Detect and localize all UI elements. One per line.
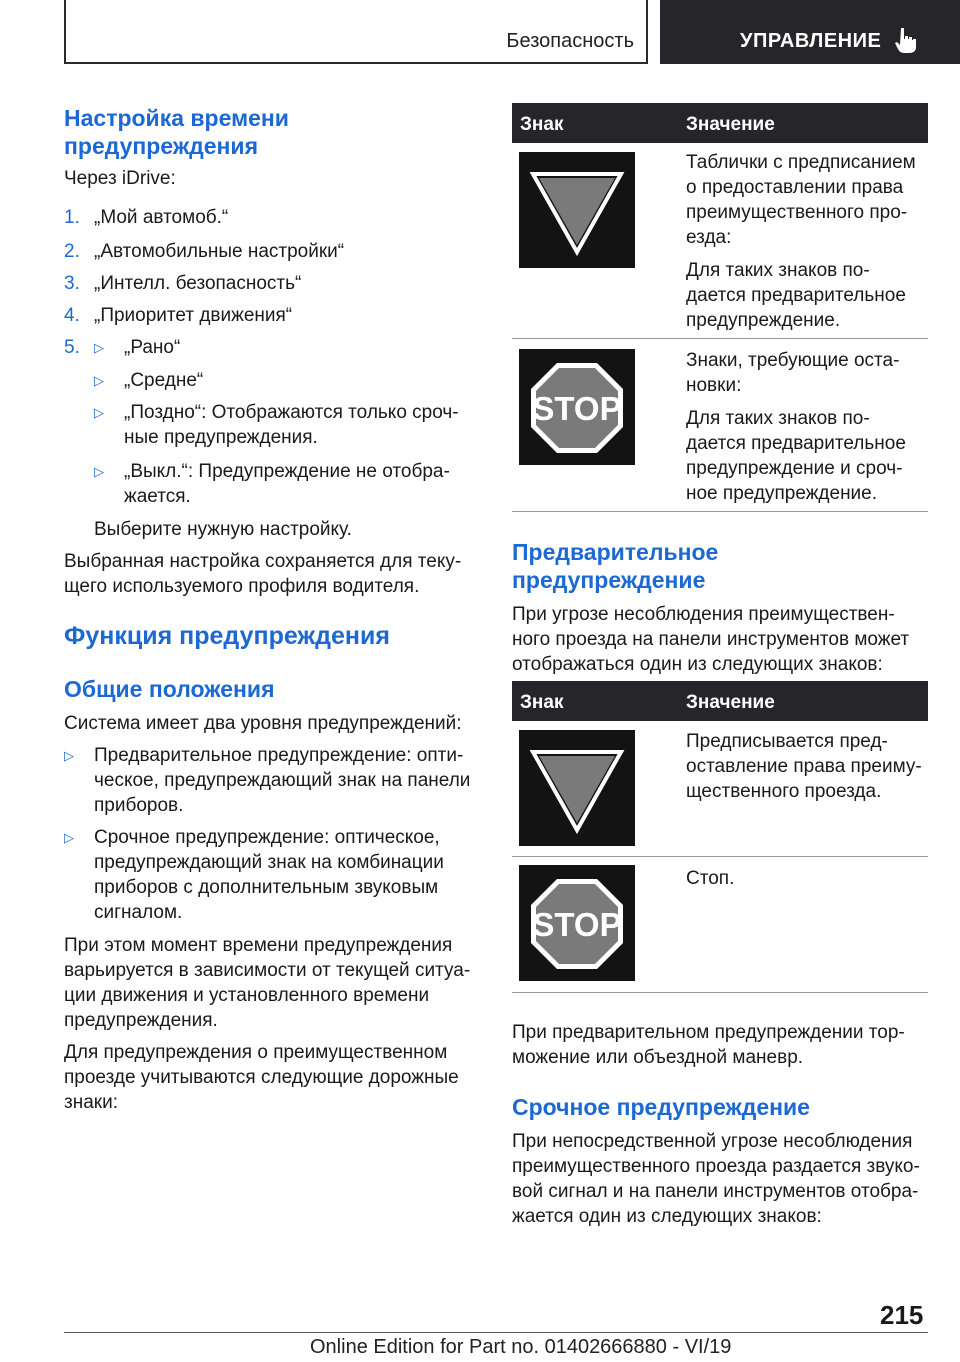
select-instruction: Выберите нужную настройку.	[94, 519, 352, 540]
heading-function: Функция предупреждения	[64, 622, 390, 650]
level-line: Срочное предупреждение: оптическое,	[94, 827, 440, 848]
paragraph-line: При предварительном предупреждении тор-	[512, 1022, 905, 1043]
heading-pre-warning	[512, 538, 718, 594]
triangle-bullet-icon: ▷	[64, 748, 74, 763]
stop-sign-icon	[519, 349, 635, 465]
meaning-line: преимущественного про-	[686, 202, 908, 223]
triangle-bullet-icon: ▷	[94, 373, 104, 388]
level-line: предупреждающий знак на комбинации	[94, 852, 444, 873]
table2-row-divider	[512, 992, 928, 993]
table2-row-divider	[512, 856, 928, 857]
level-line: приборов.	[94, 795, 184, 816]
meaning-line: Для таких знаков по-	[686, 408, 870, 429]
meaning-line: щественного проезда.	[686, 781, 882, 802]
meaning-line: дается предварительное	[686, 285, 906, 306]
step-text: „Интелл. безопасность“	[94, 273, 302, 294]
paragraph-line: ного проезда на панели инструментов может	[512, 629, 910, 650]
option-text: „Поздно“: Отображаются только сроч-	[124, 402, 459, 423]
triangle-bullet-icon: ▷	[64, 830, 74, 845]
yield-sign-icon	[519, 730, 635, 846]
table2-row2-meaning	[686, 866, 734, 891]
paragraph-line: предупреждения.	[64, 1010, 218, 1031]
table2-row1-meaning	[686, 729, 922, 804]
option-text: „Средне“	[124, 370, 204, 391]
header-chapter-title: УПРАВЛЕНИЕ	[740, 30, 882, 52]
step-number: 5.	[64, 337, 80, 358]
meaning-line: дается предварительное	[686, 433, 906, 454]
paragraph-line: Для предупреждения о преимущественном	[64, 1042, 448, 1063]
paragraph-line: При угрозе несоблюдения преимуществен-	[512, 604, 895, 625]
triangle-bullet-icon: ▷	[94, 464, 104, 479]
paragraph-line: преимущественного проезда раздается звуко-	[512, 1156, 920, 1177]
meaning-line: о предоставлении права	[686, 177, 904, 198]
triangle-bullet-icon: ▷	[94, 340, 104, 355]
paragraph-line: вой сигнал и на панели инструментов отобра-	[512, 1181, 919, 1202]
step-number: 4.	[64, 305, 80, 326]
paragraph-line: проезде учитываются следующие дорожные	[64, 1067, 459, 1088]
after-table-text	[512, 1020, 905, 1070]
table1-header	[512, 103, 928, 143]
table1-row2-meaning	[686, 348, 906, 506]
step-text: „Мой автомоб.“	[94, 207, 229, 228]
step-text: „Автомобильные настройки“	[94, 241, 345, 262]
levels-intro: Система имеет два уровня предупреждений:	[64, 713, 462, 734]
meaning-line: предупреждение.	[686, 310, 841, 331]
level-line: Предварительное предупреждение: опти-	[94, 745, 464, 766]
heading-line: Предварительное	[512, 539, 719, 565]
footer-divider	[64, 1332, 928, 1333]
hand-pointer-icon	[894, 26, 920, 54]
step-text: „Приоритет движения“	[94, 305, 293, 326]
heading-urgent: Срочное предупреждение	[512, 1094, 810, 1120]
level-line: приборов с дополнительным звуковым	[94, 877, 439, 898]
table1-row-divider	[512, 511, 928, 512]
page-number: 215	[880, 1300, 924, 1330]
meaning-line: оставление права преиму-	[686, 756, 922, 777]
saved-note-line-1: Выбранная настройка сохраняется для теку-	[64, 551, 462, 572]
paragraph-line: варьируется в зависимости от текущей ситуа-	[64, 960, 471, 981]
meaning-line: Предписывается пред-	[686, 731, 888, 752]
title-line-1: Настройка времени	[64, 105, 289, 131]
level-item	[94, 825, 444, 925]
table2-header	[512, 681, 928, 721]
meaning-line: предупреждение и сроч-	[686, 458, 903, 479]
heading-general: Общие положения	[64, 676, 275, 702]
intro-text: Через iDrive:	[64, 168, 176, 189]
level-line: сигналом.	[94, 902, 183, 923]
paragraph-line: При непосредственной угрозе несоблюдения	[512, 1131, 913, 1152]
pre-warning-text	[512, 602, 909, 677]
urgent-text	[512, 1129, 920, 1229]
step-number: 3.	[64, 273, 80, 294]
option-text: ные предупреждения.	[124, 427, 318, 448]
stop-sign-icon	[519, 865, 635, 981]
step-text: „Рано“	[124, 337, 181, 358]
saved-note-line-2: щего используемого профиля водителя.	[64, 576, 420, 597]
paragraph-line: знаки:	[64, 1092, 118, 1113]
triangle-bullet-icon: ▷	[94, 405, 104, 420]
heading-line: предупреждение	[512, 567, 706, 593]
stop-sign-text: STOP	[532, 906, 622, 943]
footer-edition: Online Edition for Part no. 01402666880 - VI/19	[310, 1336, 732, 1358]
step-number: 1.	[64, 207, 80, 228]
meaning-line: езда:	[686, 227, 732, 248]
title-warning-time	[64, 104, 289, 160]
header-section-title: Безопасность	[506, 30, 634, 52]
stop-sign-text: STOP	[532, 390, 622, 427]
step-number: 2.	[64, 241, 80, 262]
paragraph-line: ции движения и установленного времени	[64, 985, 430, 1006]
meaning-line: Стоп.	[686, 868, 735, 889]
header-section-box	[64, 0, 648, 64]
meaning-line: Таблички с предписанием	[686, 152, 916, 173]
paragraph-line: жается один из следующих знаков:	[512, 1206, 822, 1227]
paragraph-line: можение или объездной маневр.	[512, 1047, 804, 1068]
option-text: жается.	[124, 486, 191, 507]
table1-row1-meaning	[686, 150, 916, 333]
paragraph-signs	[64, 1040, 459, 1115]
level-item	[94, 743, 470, 818]
title-line-2: предупреждения	[64, 133, 258, 159]
level-line: ческое, предупреждающий знак на панели	[94, 770, 471, 791]
table1-col-meaning: Значение	[686, 114, 775, 135]
yield-sign-icon	[519, 152, 635, 268]
paragraph-line: отображаться один из следующих знаков:	[512, 654, 883, 675]
paragraph-timing	[64, 933, 470, 1033]
meaning-line: Знаки, требующие оста-	[686, 350, 900, 371]
meaning-line: Для таких знаков по-	[686, 260, 870, 281]
table2-col-sign: Знак	[520, 692, 564, 713]
option-text: „Выкл.“: Предупреждение не отобра-	[124, 461, 450, 482]
table1-col-sign: Знак	[520, 114, 564, 135]
table2-col-meaning: Значение	[686, 692, 775, 713]
table1-row-divider	[512, 338, 928, 339]
meaning-line: новки:	[686, 375, 742, 396]
paragraph-line: При этом момент времени предупреждения	[64, 935, 453, 956]
meaning-line: ное предупреждение.	[686, 483, 878, 504]
